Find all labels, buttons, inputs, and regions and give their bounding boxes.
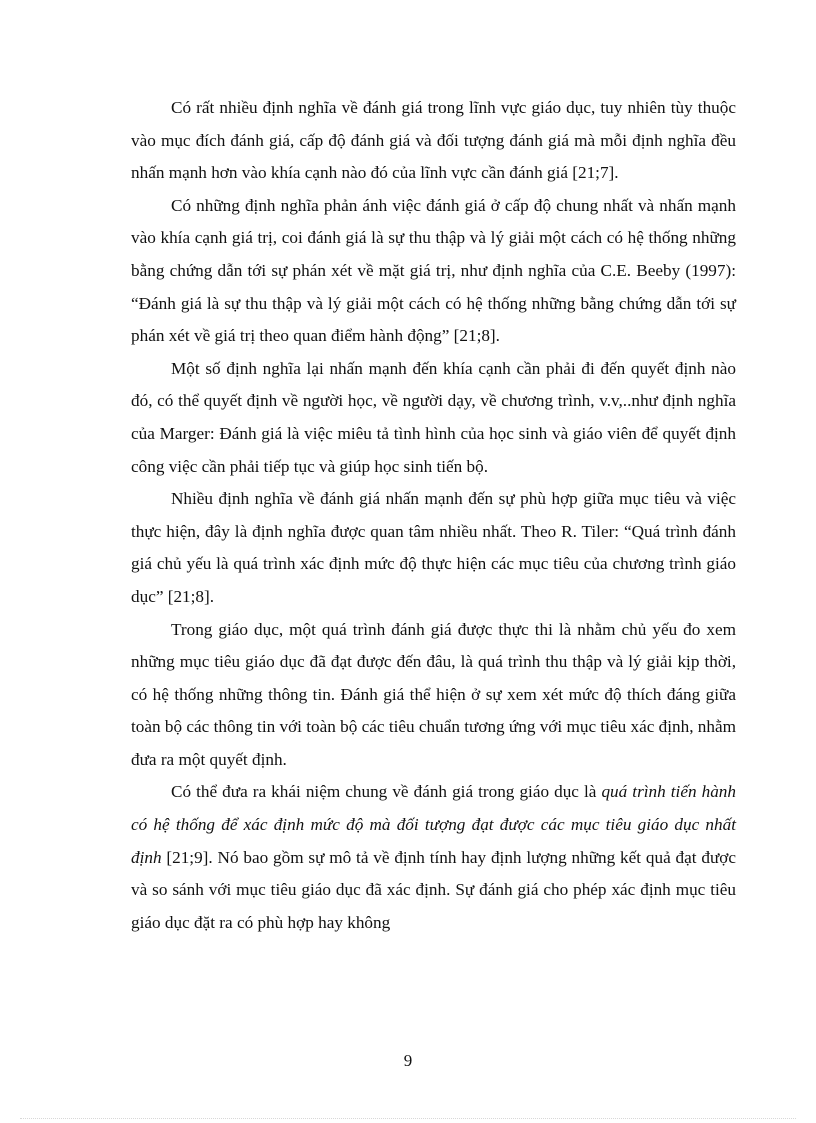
paragraph-4: Nhiều định nghĩa về đánh giá nhấn mạnh đến sự phù hợp giữa mục tiêu và việc thực hiện, đây là định nghĩa được quan tâm nhiều nhất. Theo R. Tiler: “Quá trình đánh giá chủ yếu là quá trình xác định mức độ thực hiện các mục tiêu của chương trình giáo dục” [21;8].: [131, 489, 736, 606]
paragraph-1: Có rất nhiều định nghĩa về đánh giá trong lĩnh vực giáo dục, tuy nhiên tùy thuộc vào mục đích đánh giá, cấp độ đánh giá và đối tượng đánh giá mà mỗi định nghĩa đều nhấn mạnh hơn vào khía cạnh nào đó của lĩnh vực cần đánh giá [21;7].: [131, 98, 736, 183]
paragraph-6: [131, 776, 736, 939]
paragraph-3: Một số định nghĩa lại nhấn mạnh đến khía cạnh cần phải đi đến quyết định nào đó, có thể quyết định về người học, về người dạy, về chương trình, v.v,..như định nghĩa của Marger: Đánh giá là việc miêu tả tình hình của học sinh và giáo viên để quyết định công việc cần phải tiếp tục và giúp học sinh tiến bộ.: [131, 358, 736, 476]
page-bottom-divider: [20, 1118, 796, 1119]
document-page: [131, 92, 736, 939]
paragraph-6-lead: Có thể đưa ra khái niệm chung về đánh giá trong giáo dục là: [171, 782, 602, 802]
paragraph-5: Trong giáo dục, một quá trình đánh giá được thực thi là nhằm chủ yếu đo xem những mục tiêu giáo dục đã đạt được đến đâu, là quá trình thu thập và lý giải kịp thời, có hệ thống những thông tin. Đánh giá thể hiện ở sự xem xét mức độ thích đáng giữa toàn bộ các thông tin với toàn bộ các tiêu chuẩn tương ứng với mục tiêu xác định, nhằm đưa ra một quyết định.: [131, 619, 736, 769]
paragraph-6-tail: [21;9]. Nó bao gồm sự mô tả về định tính hay định lượng những kết quả đạt được và so sánh với mục tiêu giáo dục đã xác định. Sự đánh giá cho phép xác định mục tiêu giáo dục đặt ra có phù hợp hay không: [131, 847, 736, 932]
paragraph-6-italic-definition: quá trình tiến hành có hệ thống để xác định mức độ mà đối tượng đạt được các mục tiêu giáo dục nhất định: [131, 782, 736, 867]
page-number: 9: [403, 1051, 413, 1070]
paragraph-2: Có những định nghĩa phản ánh việc đánh giá ở cấp độ chung nhất và nhấn mạnh vào khía cạnh giá trị, coi đánh giá là sự thu thập và lý giải một cách có hệ thống những bằng chứng dẫn tới sự phán xét về mặt giá trị, như định nghĩa của C.E. Beeby (1997): “Đánh giá là sự thu thập và lý giải một cách có hệ thống những bằng chứng dẫn tới sự phán xét về giá trị theo quan điểm hành động” [21;8].: [131, 195, 736, 346]
